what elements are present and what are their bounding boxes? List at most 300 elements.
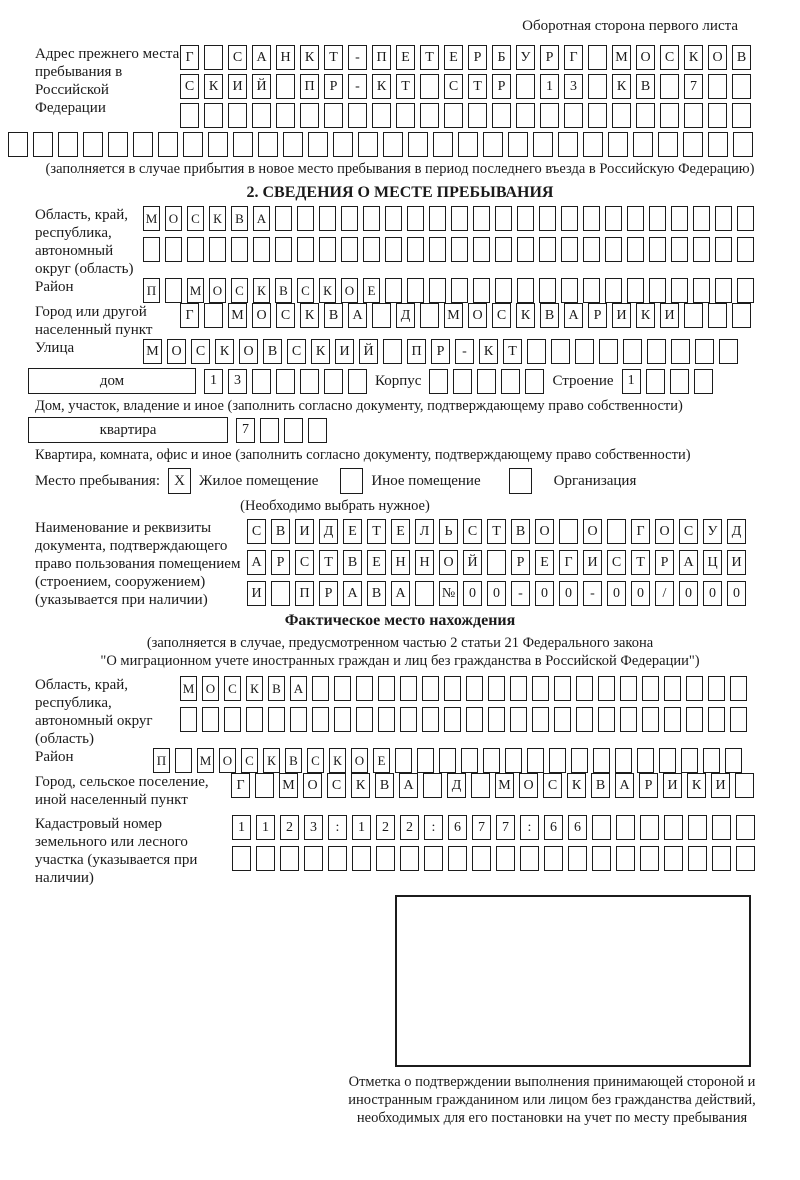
- char-box[interactable]: [671, 278, 688, 303]
- char-box[interactable]: С: [307, 748, 324, 773]
- char-box[interactable]: [383, 339, 402, 364]
- char-box[interactable]: Т: [420, 45, 439, 70]
- char-box[interactable]: Р: [639, 773, 658, 798]
- char-box[interactable]: Р: [324, 74, 343, 99]
- char-box[interactable]: Т: [487, 519, 506, 544]
- char-box[interactable]: [505, 748, 522, 773]
- char-box[interactable]: [415, 581, 434, 606]
- char-box[interactable]: [520, 846, 539, 871]
- char-box[interactable]: И: [711, 773, 730, 798]
- char-box[interactable]: Г: [180, 303, 199, 328]
- char-box[interactable]: [517, 237, 534, 262]
- char-box[interactable]: [473, 206, 490, 231]
- char-box[interactable]: [627, 278, 644, 303]
- char-box[interactable]: [508, 132, 528, 157]
- char-box[interactable]: [732, 303, 751, 328]
- char-box[interactable]: [352, 846, 371, 871]
- char-box[interactable]: [356, 707, 373, 732]
- char-box[interactable]: :: [520, 815, 539, 840]
- char-box[interactable]: А: [290, 676, 307, 701]
- char-box[interactable]: -: [348, 45, 367, 70]
- char-box[interactable]: [649, 278, 666, 303]
- char-box[interactable]: [492, 103, 511, 128]
- char-box[interactable]: В: [636, 74, 655, 99]
- char-box[interactable]: [715, 206, 732, 231]
- char-box[interactable]: [671, 206, 688, 231]
- char-box[interactable]: О: [252, 303, 271, 328]
- char-box[interactable]: И: [727, 550, 746, 575]
- char-box[interactable]: [400, 846, 419, 871]
- char-box[interactable]: 3: [304, 815, 323, 840]
- char-box[interactable]: О: [209, 278, 226, 303]
- char-box[interactable]: У: [703, 519, 722, 544]
- char-box[interactable]: [664, 707, 681, 732]
- char-box[interactable]: А: [253, 206, 270, 231]
- char-box[interactable]: П: [372, 45, 391, 70]
- char-box[interactable]: [583, 206, 600, 231]
- char-box[interactable]: [588, 74, 607, 99]
- char-box[interactable]: [8, 132, 28, 157]
- char-box[interactable]: С: [276, 303, 295, 328]
- char-box[interactable]: Ц: [703, 550, 722, 575]
- house-type-box[interactable]: дом: [28, 368, 196, 394]
- char-box[interactable]: [736, 815, 755, 840]
- char-box[interactable]: [693, 206, 710, 231]
- char-box[interactable]: М: [197, 748, 214, 773]
- char-box[interactable]: К: [253, 278, 270, 303]
- char-box[interactable]: 0: [727, 581, 746, 606]
- char-box[interactable]: [576, 707, 593, 732]
- char-box[interactable]: [276, 103, 295, 128]
- char-box[interactable]: [363, 206, 380, 231]
- char-box[interactable]: [487, 550, 506, 575]
- char-box[interactable]: М: [228, 303, 247, 328]
- char-box[interactable]: О: [219, 748, 236, 773]
- char-box[interactable]: [527, 339, 546, 364]
- char-box[interactable]: Н: [276, 45, 295, 70]
- char-box[interactable]: С: [660, 45, 679, 70]
- char-box[interactable]: К: [479, 339, 498, 364]
- char-box[interactable]: П: [153, 748, 170, 773]
- char-box[interactable]: [605, 206, 622, 231]
- char-box[interactable]: [733, 132, 753, 157]
- char-box[interactable]: [583, 132, 603, 157]
- char-box[interactable]: [290, 707, 307, 732]
- char-box[interactable]: [712, 815, 731, 840]
- char-box[interactable]: М: [612, 45, 631, 70]
- char-box[interactable]: [33, 132, 53, 157]
- char-box[interactable]: [608, 132, 628, 157]
- char-box[interactable]: [732, 74, 751, 99]
- char-box[interactable]: [683, 132, 703, 157]
- char-box[interactable]: О: [202, 676, 219, 701]
- char-box[interactable]: [187, 237, 204, 262]
- char-box[interactable]: [725, 748, 742, 773]
- char-box[interactable]: А: [615, 773, 634, 798]
- char-box[interactable]: [385, 206, 402, 231]
- char-box[interactable]: №: [439, 581, 458, 606]
- char-box[interactable]: С: [247, 519, 266, 544]
- char-box[interactable]: [533, 132, 553, 157]
- char-box[interactable]: [592, 815, 611, 840]
- char-box[interactable]: [627, 206, 644, 231]
- char-box[interactable]: [664, 815, 683, 840]
- char-box[interactable]: С: [180, 74, 199, 99]
- char-box[interactable]: 7: [684, 74, 703, 99]
- char-box[interactable]: Р: [431, 339, 450, 364]
- char-box[interactable]: [684, 303, 703, 328]
- char-box[interactable]: [576, 676, 593, 701]
- char-box[interactable]: [143, 237, 160, 262]
- char-box[interactable]: [252, 369, 271, 394]
- char-box[interactable]: [165, 237, 182, 262]
- char-box[interactable]: [516, 103, 535, 128]
- char-box[interactable]: В: [275, 278, 292, 303]
- char-box[interactable]: [231, 237, 248, 262]
- char-box[interactable]: [730, 676, 747, 701]
- char-box[interactable]: М: [495, 773, 514, 798]
- char-box[interactable]: [372, 103, 391, 128]
- char-box[interactable]: [660, 74, 679, 99]
- char-box[interactable]: 2: [376, 815, 395, 840]
- char-box[interactable]: [605, 278, 622, 303]
- char-box[interactable]: [466, 676, 483, 701]
- char-box[interactable]: [510, 676, 527, 701]
- char-box[interactable]: [297, 237, 314, 262]
- char-box[interactable]: 7: [236, 418, 255, 443]
- char-box[interactable]: С: [231, 278, 248, 303]
- char-box[interactable]: [471, 773, 490, 798]
- char-box[interactable]: [527, 748, 544, 773]
- char-box[interactable]: [433, 132, 453, 157]
- char-box[interactable]: [686, 707, 703, 732]
- char-box[interactable]: К: [311, 339, 330, 364]
- char-box[interactable]: [252, 103, 271, 128]
- char-box[interactable]: К: [516, 303, 535, 328]
- char-box[interactable]: [649, 206, 666, 231]
- char-box[interactable]: 1: [540, 74, 559, 99]
- char-box[interactable]: [571, 748, 588, 773]
- char-box[interactable]: [671, 339, 690, 364]
- char-box[interactable]: [363, 237, 380, 262]
- char-box[interactable]: [334, 676, 351, 701]
- char-box[interactable]: Е: [535, 550, 554, 575]
- char-box[interactable]: [341, 237, 358, 262]
- char-box[interactable]: [422, 707, 439, 732]
- char-box[interactable]: Л: [415, 519, 434, 544]
- char-box[interactable]: 0: [535, 581, 554, 606]
- char-box[interactable]: [627, 237, 644, 262]
- char-box[interactable]: [693, 278, 710, 303]
- char-box[interactable]: [695, 339, 714, 364]
- char-box[interactable]: О: [165, 206, 182, 231]
- char-box[interactable]: [429, 237, 446, 262]
- char-box[interactable]: [483, 132, 503, 157]
- char-box[interactable]: [297, 206, 314, 231]
- char-box[interactable]: [466, 707, 483, 732]
- char-box[interactable]: [224, 707, 241, 732]
- char-box[interactable]: Е: [343, 519, 362, 544]
- char-box[interactable]: [395, 748, 412, 773]
- char-box[interactable]: О: [167, 339, 186, 364]
- char-box[interactable]: [495, 237, 512, 262]
- char-box[interactable]: [561, 278, 578, 303]
- char-box[interactable]: А: [343, 581, 362, 606]
- char-box[interactable]: Й: [252, 74, 271, 99]
- char-box[interactable]: [358, 132, 378, 157]
- char-box[interactable]: [284, 418, 303, 443]
- char-box[interactable]: О: [535, 519, 554, 544]
- char-box[interactable]: А: [391, 581, 410, 606]
- char-box[interactable]: [561, 237, 578, 262]
- char-box[interactable]: 2: [400, 815, 419, 840]
- char-box[interactable]: [737, 237, 754, 262]
- char-box[interactable]: [517, 206, 534, 231]
- char-box[interactable]: 0: [679, 581, 698, 606]
- char-box[interactable]: [256, 846, 275, 871]
- char-box[interactable]: С: [463, 519, 482, 544]
- char-box[interactable]: И: [295, 519, 314, 544]
- char-box[interactable]: [429, 369, 448, 394]
- char-box[interactable]: К: [204, 74, 223, 99]
- char-box[interactable]: Е: [391, 519, 410, 544]
- char-box[interactable]: [458, 132, 478, 157]
- char-box[interactable]: М: [187, 278, 204, 303]
- char-box[interactable]: [495, 278, 512, 303]
- char-box[interactable]: [539, 278, 556, 303]
- char-box[interactable]: [551, 339, 570, 364]
- char-box[interactable]: И: [583, 550, 602, 575]
- char-box[interactable]: [732, 103, 751, 128]
- char-box[interactable]: С: [287, 339, 306, 364]
- stay-checkbox-inoe[interactable]: [340, 468, 363, 494]
- char-box[interactable]: Й: [463, 550, 482, 575]
- char-box[interactable]: [165, 278, 182, 303]
- char-box[interactable]: [605, 237, 622, 262]
- char-box[interactable]: [616, 846, 635, 871]
- char-box[interactable]: [647, 339, 666, 364]
- char-box[interactable]: [708, 74, 727, 99]
- char-box[interactable]: 3: [564, 74, 583, 99]
- char-box[interactable]: [308, 132, 328, 157]
- char-box[interactable]: [407, 237, 424, 262]
- char-box[interactable]: Т: [396, 74, 415, 99]
- char-box[interactable]: [708, 132, 728, 157]
- stay-checkbox-zhiloe[interactable]: [168, 468, 191, 494]
- char-box[interactable]: И: [660, 303, 679, 328]
- char-box[interactable]: -: [455, 339, 474, 364]
- char-box[interactable]: С: [241, 748, 258, 773]
- char-box[interactable]: [620, 676, 637, 701]
- char-box[interactable]: [400, 707, 417, 732]
- char-box[interactable]: [312, 707, 329, 732]
- char-box[interactable]: С: [297, 278, 314, 303]
- char-box[interactable]: [158, 132, 178, 157]
- char-box[interactable]: [592, 846, 611, 871]
- char-box[interactable]: [598, 707, 615, 732]
- char-box[interactable]: [275, 206, 292, 231]
- char-box[interactable]: 6: [544, 815, 563, 840]
- char-box[interactable]: [300, 103, 319, 128]
- char-box[interactable]: В: [271, 519, 290, 544]
- char-box[interactable]: [408, 132, 428, 157]
- char-box[interactable]: [472, 846, 491, 871]
- char-box[interactable]: Р: [655, 550, 674, 575]
- char-box[interactable]: С: [228, 45, 247, 70]
- char-box[interactable]: Д: [396, 303, 415, 328]
- char-box[interactable]: [444, 676, 461, 701]
- char-box[interactable]: И: [612, 303, 631, 328]
- char-box[interactable]: [208, 132, 228, 157]
- char-box[interactable]: Т: [367, 519, 386, 544]
- char-box[interactable]: [180, 707, 197, 732]
- char-box[interactable]: Т: [631, 550, 650, 575]
- char-box[interactable]: Г: [564, 45, 583, 70]
- char-box[interactable]: [312, 676, 329, 701]
- char-box[interactable]: [108, 132, 128, 157]
- char-box[interactable]: П: [295, 581, 314, 606]
- char-box[interactable]: [204, 45, 223, 70]
- char-box[interactable]: [300, 369, 319, 394]
- char-box[interactable]: [461, 748, 478, 773]
- char-box[interactable]: Е: [367, 550, 386, 575]
- char-box[interactable]: [246, 707, 263, 732]
- char-box[interactable]: [708, 103, 727, 128]
- char-box[interactable]: [539, 206, 556, 231]
- char-box[interactable]: [660, 103, 679, 128]
- char-box[interactable]: [202, 707, 219, 732]
- char-box[interactable]: Ь: [439, 519, 458, 544]
- char-box[interactable]: [549, 748, 566, 773]
- char-box[interactable]: Р: [540, 45, 559, 70]
- char-box[interactable]: [385, 237, 402, 262]
- char-box[interactable]: 0: [559, 581, 578, 606]
- char-box[interactable]: 6: [568, 815, 587, 840]
- char-box[interactable]: [517, 278, 534, 303]
- char-box[interactable]: [616, 815, 635, 840]
- char-box[interactable]: 1: [622, 369, 641, 394]
- char-box[interactable]: С: [679, 519, 698, 544]
- char-box[interactable]: О: [439, 550, 458, 575]
- char-box[interactable]: [568, 846, 587, 871]
- char-box[interactable]: [544, 846, 563, 871]
- char-box[interactable]: Р: [319, 581, 338, 606]
- char-box[interactable]: Р: [492, 74, 511, 99]
- char-box[interactable]: В: [375, 773, 394, 798]
- char-box[interactable]: К: [263, 748, 280, 773]
- char-box[interactable]: [420, 103, 439, 128]
- char-box[interactable]: [737, 278, 754, 303]
- char-box[interactable]: О: [351, 748, 368, 773]
- char-box[interactable]: -: [348, 74, 367, 99]
- char-box[interactable]: В: [511, 519, 530, 544]
- char-box[interactable]: [429, 278, 446, 303]
- char-box[interactable]: [495, 206, 512, 231]
- char-box[interactable]: Н: [391, 550, 410, 575]
- apartment-type-box[interactable]: квартира: [28, 417, 228, 443]
- char-box[interactable]: [681, 748, 698, 773]
- char-box[interactable]: [719, 339, 738, 364]
- char-box[interactable]: Й: [359, 339, 378, 364]
- char-box[interactable]: [324, 103, 343, 128]
- char-box[interactable]: [276, 74, 295, 99]
- char-box[interactable]: [708, 303, 727, 328]
- char-box[interactable]: [429, 206, 446, 231]
- char-box[interactable]: М: [444, 303, 463, 328]
- char-box[interactable]: [694, 369, 713, 394]
- char-box[interactable]: [473, 278, 490, 303]
- char-box[interactable]: Г: [231, 773, 250, 798]
- char-box[interactable]: [378, 676, 395, 701]
- char-box[interactable]: [204, 103, 223, 128]
- char-box[interactable]: [275, 237, 292, 262]
- char-box[interactable]: К: [300, 45, 319, 70]
- char-box[interactable]: [615, 748, 632, 773]
- char-box[interactable]: [417, 748, 434, 773]
- char-box[interactable]: К: [246, 676, 263, 701]
- char-box[interactable]: К: [687, 773, 706, 798]
- char-box[interactable]: 0: [607, 581, 626, 606]
- char-box[interactable]: 1: [204, 369, 223, 394]
- char-box[interactable]: О: [583, 519, 602, 544]
- char-box[interactable]: [58, 132, 78, 157]
- char-box[interactable]: [623, 339, 642, 364]
- char-box[interactable]: [253, 237, 270, 262]
- char-box[interactable]: [703, 748, 720, 773]
- char-box[interactable]: С: [492, 303, 511, 328]
- char-box[interactable]: [232, 846, 251, 871]
- char-box[interactable]: [283, 132, 303, 157]
- char-box[interactable]: [400, 676, 417, 701]
- char-box[interactable]: [525, 369, 544, 394]
- char-box[interactable]: 6: [448, 815, 467, 840]
- char-box[interactable]: [268, 707, 285, 732]
- char-box[interactable]: [422, 676, 439, 701]
- char-box[interactable]: [255, 773, 274, 798]
- char-box[interactable]: [554, 676, 571, 701]
- char-box[interactable]: [708, 676, 725, 701]
- char-box[interactable]: С: [543, 773, 562, 798]
- char-box[interactable]: /: [655, 581, 674, 606]
- char-box[interactable]: [396, 103, 415, 128]
- char-box[interactable]: П: [143, 278, 160, 303]
- char-box[interactable]: [598, 676, 615, 701]
- char-box[interactable]: [736, 846, 755, 871]
- char-box[interactable]: К: [567, 773, 586, 798]
- char-box[interactable]: [642, 676, 659, 701]
- char-box[interactable]: [448, 846, 467, 871]
- char-box[interactable]: [356, 676, 373, 701]
- char-box[interactable]: -: [583, 581, 602, 606]
- char-box[interactable]: [372, 303, 391, 328]
- char-box[interactable]: [348, 369, 367, 394]
- char-box[interactable]: [378, 707, 395, 732]
- char-box[interactable]: А: [348, 303, 367, 328]
- char-box[interactable]: М: [143, 339, 162, 364]
- char-box[interactable]: Т: [503, 339, 522, 364]
- char-box[interactable]: [423, 773, 442, 798]
- char-box[interactable]: [473, 237, 490, 262]
- char-box[interactable]: [588, 103, 607, 128]
- char-box[interactable]: [451, 278, 468, 303]
- char-box[interactable]: Р: [588, 303, 607, 328]
- char-box[interactable]: [258, 132, 278, 157]
- char-box[interactable]: Р: [468, 45, 487, 70]
- char-box[interactable]: К: [612, 74, 631, 99]
- char-box[interactable]: [664, 676, 681, 701]
- char-box[interactable]: М: [143, 206, 160, 231]
- char-box[interactable]: А: [399, 773, 418, 798]
